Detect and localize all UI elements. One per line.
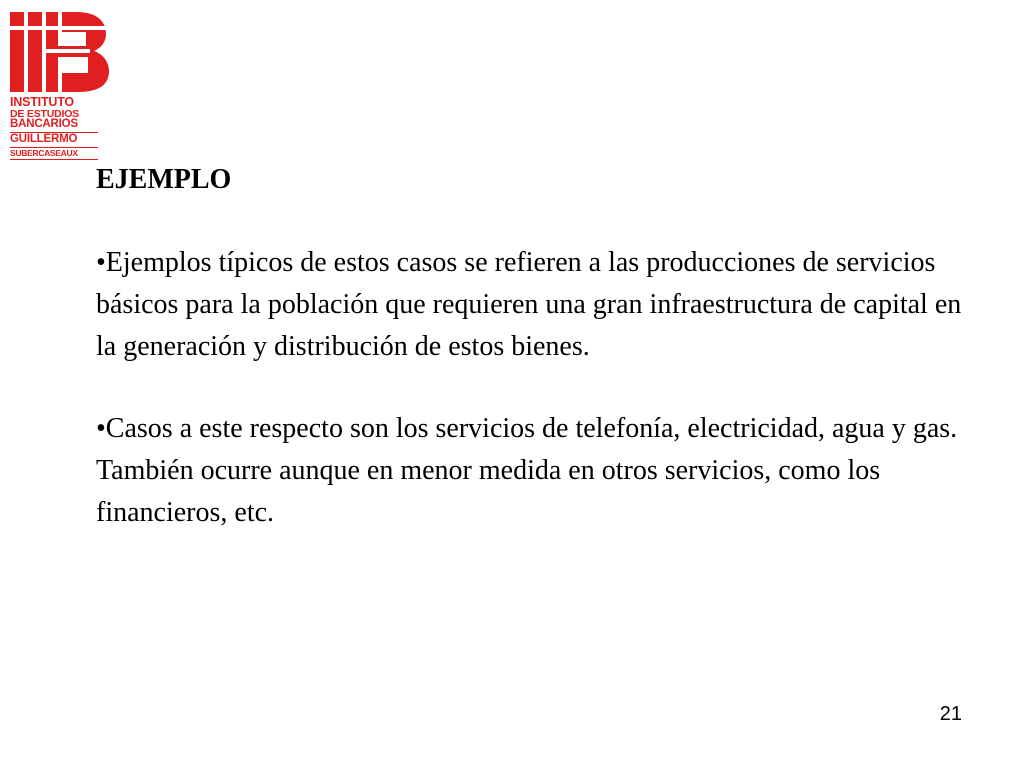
logo-line: GUILLERMO: [10, 133, 78, 145]
paragraph-spacer: [96, 368, 976, 408]
logo-divider: [10, 159, 98, 161]
bullet-paragraph: •Ejemplos típicos de estos casos se refieren a las producciones de servicios básicos para la población que requieren una gran infraestructura de capital en la generación y distribución de estos bienes.: [96, 247, 962, 362]
logo-line: DE ESTUDIOS: [10, 107, 79, 120]
slide-content: [96, 160, 976, 534]
page-number: 21: [939, 703, 962, 725]
logo-line: SUBERCASEAUX: [10, 148, 78, 158]
institute-logo-wordmark: [10, 96, 110, 161]
institute-logo-mark-icon: [10, 12, 110, 92]
logo-line: BANCARIOS: [10, 118, 78, 130]
logo-line: INSTITUTO: [10, 95, 74, 109]
slide-heading: EJEMPLO: [96, 164, 232, 195]
bullet-paragraph: •Casos a este respecto son los servicios de telefonía, electricidad, agua y gas. También ocurre aunque en menor medida en otros servicios, como los financieros, etc.: [96, 413, 958, 528]
institute-logo: [10, 12, 110, 162]
